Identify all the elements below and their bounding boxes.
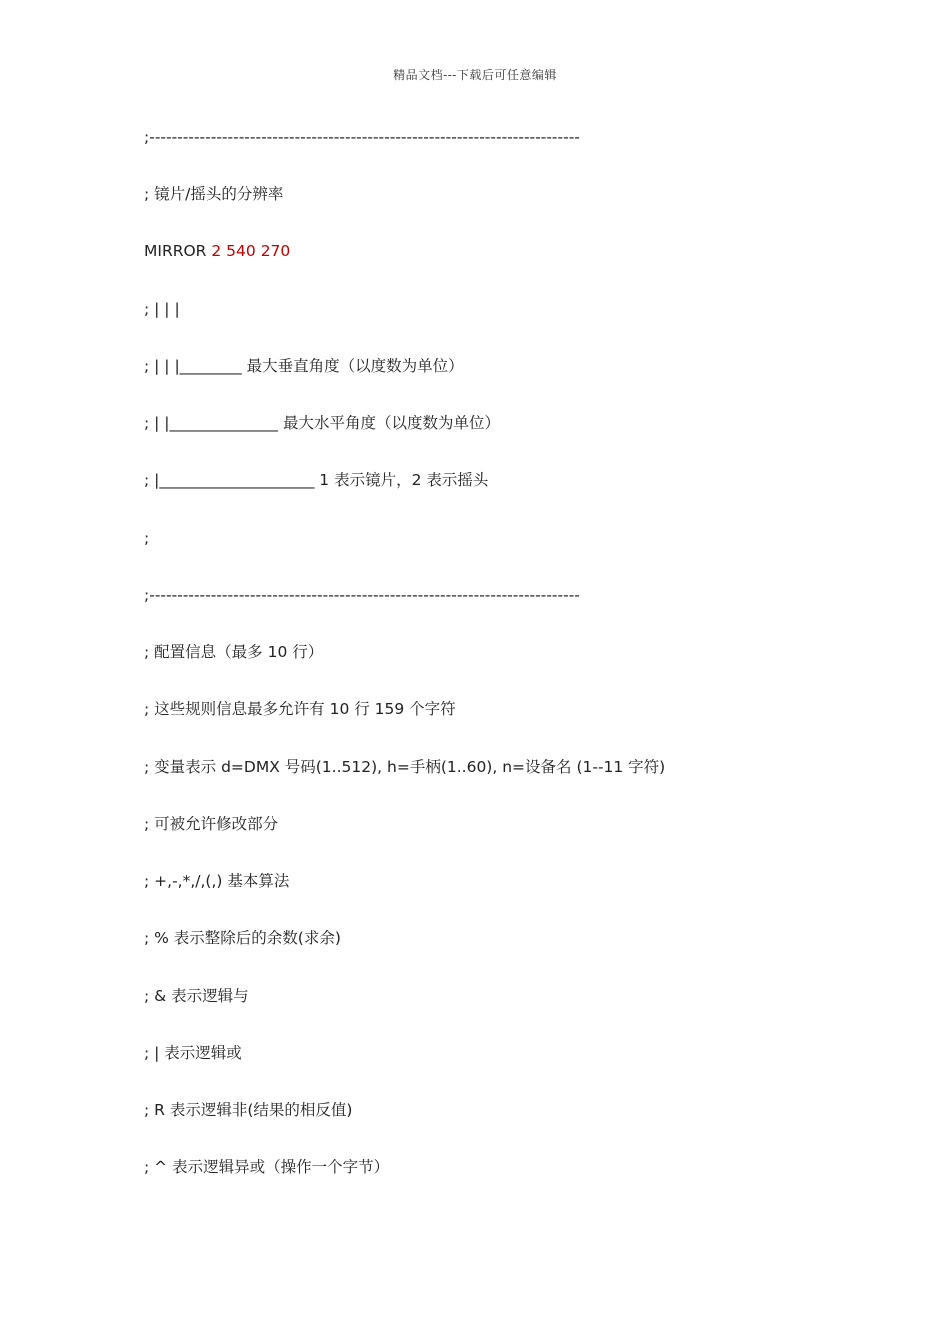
- comment-line-config: ; 配置信息（最多 10 行）: [144, 643, 324, 661]
- comment-line-max-horizontal: ; | |______________ 最大水平角度（以度数为单位）: [144, 414, 500, 432]
- comment-line-empty: ;: [144, 529, 150, 547]
- comment-line-and: ; & 表示逻辑与: [144, 987, 249, 1005]
- mirror-values: 2 540 270: [211, 242, 291, 260]
- page-header: 精品文档---下载后可任意编辑: [393, 68, 557, 82]
- separator-line: ;-----------------------------------------------------------------------------: [144, 128, 580, 146]
- comment-line-arithmetic: ; +,-,*,/,(,) 基本算法: [144, 872, 290, 890]
- mirror-line: [144, 240, 290, 262]
- comment-line-not: ; R 表示逻辑非(结果的相反值): [144, 1101, 353, 1119]
- comment-line-editable: ; 可被允许修改部分: [144, 815, 279, 833]
- comment-line-pipes: ; | | |: [144, 300, 180, 318]
- comment-line-max-vertical: ; | | |________ 最大垂直角度（以度数为单位）: [144, 357, 464, 375]
- separator-line: ;-----------------------------------------------------------------------------: [144, 586, 580, 604]
- comment-line-or: ; | 表示逻辑或: [144, 1044, 242, 1062]
- comment-line-type: ; |____________________ 1 表示镜片，2 表示摇头: [144, 471, 489, 489]
- comment-line-modulo: ; % 表示整除后的余数(求余): [144, 929, 341, 947]
- comment-line-resolution: ; 镜片/摇头的分辨率: [144, 185, 284, 203]
- comment-line-rules: ; 这些规则信息最多允许有 10 行 159 个字符: [144, 700, 456, 718]
- comment-line-xor: ; ^ 表示逻辑异或（操作一个字节）: [144, 1158, 390, 1176]
- comment-line-variables: ; 变量表示 d=DMX 号码(1..512), h=手柄(1..60), n=设备名 (1--11 字符): [144, 758, 666, 776]
- mirror-keyword: MIRROR: [144, 242, 212, 260]
